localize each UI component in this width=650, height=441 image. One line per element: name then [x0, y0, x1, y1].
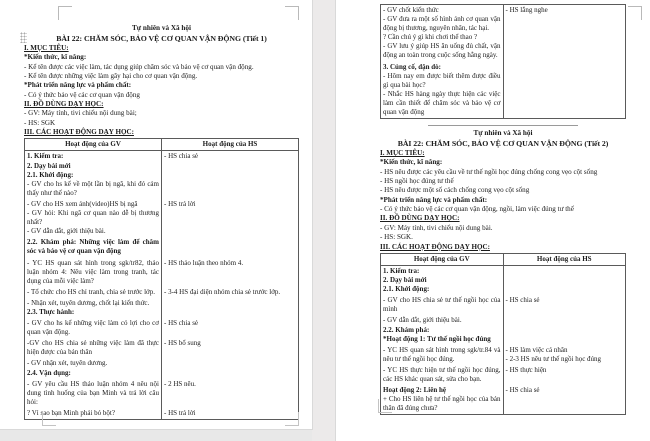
cell-gv — [25, 408, 162, 420]
cell-hs — [503, 345, 626, 365]
table-row — [25, 338, 299, 358]
lesson2-activities-heading: III. CÁC HOẠT ĐỘNG DẠY HỌC: — [380, 242, 490, 251]
cell-hs-line: - HS chia sẻ — [164, 319, 199, 328]
page-right-content — [336, 0, 650, 415]
cell-gv-line: 2.4. Vận dụng: — [27, 368, 71, 377]
cell-gv-line: - GV lưu ý giúp HS ăn uống đủ chất, vận động an toàn trong cuộc sống hằng ngày. — [383, 42, 501, 60]
cell-hs — [162, 258, 299, 287]
cell-gv — [381, 345, 504, 365]
cell-gv-line: 1. Kiểm tra: — [383, 266, 420, 275]
table-row — [381, 265, 626, 295]
cell-hs-line: - HS chia sẻ — [505, 386, 540, 395]
column-header-hs: Hoạt động của HS — [503, 253, 626, 265]
lesson2-objective-2: - HS nêu được một số cách chống cong vẹo cột sống — [380, 186, 530, 195]
lesson2-competence-heading: *Phát triển năng lực và phẩm chất: — [380, 195, 488, 204]
cell-gv — [25, 298, 162, 318]
cell-hs — [503, 62, 626, 119]
cell-hs — [162, 199, 299, 237]
cell-gv — [381, 315, 504, 344]
table-header-row — [25, 139, 299, 151]
lesson1-content — [0, 0, 312, 420]
cell-gv — [25, 318, 162, 338]
cell-gv-line: - YC HS quan sát hình trong sgk/tr.84 và nêu tư thế ngồi học đúng. — [383, 345, 501, 363]
cell-hs-line: - HS chia sẻ — [505, 296, 540, 305]
cell-gv-line: - GV cho hs kể những việc làm có lợi cho cơ quan vận động. — [27, 319, 159, 337]
cell-gv-line: 2. Dạy bài mới — [383, 276, 427, 285]
column-header-gv: Hoạt động của GV — [381, 253, 504, 265]
cell-hs — [162, 318, 299, 338]
lesson2-objective-0: - HS nêu được các yêu cầu về tư thế ngồi học đúng chống cong vẹo cột sống — [380, 167, 598, 176]
lesson2-equipment-heading: II. ĐỒ DÙNG DẠY HỌC: — [380, 214, 460, 223]
lesson1-knowledge-heading: *Kiến thức, kĩ năng: — [24, 53, 87, 62]
column-header-gv: Hoạt động của GV — [25, 139, 162, 151]
lesson2-competence-0: - Có ý thức bảo vệ các cơ quan vận động, ngồi, làm việc đúng tư thế — [380, 205, 574, 214]
lesson1-competence-heading: *Phát triển năng lực và phẩm chất: — [24, 81, 132, 90]
table-row — [25, 298, 299, 318]
table-row — [381, 315, 626, 344]
cell-hs-line: - HS lắng nghe — [505, 6, 548, 14]
cell-gv-line: - GV nhận xét, tuyên dương. — [27, 359, 108, 368]
table-row — [25, 287, 299, 298]
cell-hs — [162, 298, 299, 318]
cell-hs — [503, 365, 626, 385]
cell-gv — [25, 237, 162, 257]
table-row — [381, 385, 626, 415]
cell-hs-line: - HS thực hiện — [505, 365, 547, 374]
cell-gv-line: 2.1. Khởi động: — [383, 285, 430, 294]
cell-gv-line: 2.2. Khám phá: — [383, 325, 430, 334]
cell-gv — [381, 365, 504, 385]
lesson2-subject: Tự nhiên và Xã hội — [473, 129, 533, 138]
cell-gv-line: *Hoạt động 1: Tư thế ngồi học đúng — [383, 334, 491, 343]
cell-hs-line: - HS trả lời — [164, 199, 196, 208]
cell-gv-line: - GV cho HS chia sẻ tư thế ngồi học của mình — [383, 296, 501, 314]
cell-gv-line: - Nhận xét, tuyên dương, chốt lại kiến thức. — [27, 298, 150, 307]
lesson1-activities-heading: III. CÁC HOẠT ĐỘNG DẠY HỌC: — [24, 128, 134, 137]
table-row — [381, 365, 626, 385]
cell-gv-line: - GV chốt kiến thức — [383, 6, 439, 14]
cell-hs — [162, 151, 299, 199]
cell-hs — [503, 5, 626, 62]
cell-hs-line: - HS trả lời — [164, 408, 196, 417]
page-left — [0, 0, 312, 429]
lesson1-objectives-heading: I. MỤC TIÊU: — [24, 43, 69, 52]
cell-gv-line: - GV dẫn dắt, giới thiệu bài. — [383, 316, 462, 325]
cell-hs — [162, 358, 299, 378]
table-row — [25, 358, 299, 378]
cell-hs — [162, 379, 299, 408]
cell-hs — [162, 237, 299, 257]
cell-hs — [503, 295, 626, 315]
cell-gv — [25, 151, 162, 199]
table-row — [381, 62, 626, 119]
cell-gv-line: 2.1. Khởi động: — [27, 170, 74, 179]
drag-grip-handle[interactable] — [20, 32, 27, 43]
table-row — [25, 408, 299, 420]
cell-hs-line: - HS chia sẻ — [164, 152, 199, 161]
cell-hs-line: - HS bổ sung — [164, 339, 201, 348]
cell-gv-line: - GV cho HS xem ảnh(video)HS bị ngã — [27, 199, 138, 208]
cell-hs — [503, 385, 626, 415]
lesson1-subject: Tự nhiên và Xã hội — [131, 24, 192, 32]
lesson2-equipment-0: - GV: Máy tính, tivi chiếu nội dung bài. — [380, 223, 493, 232]
table-row — [381, 5, 626, 62]
cell-gv-line: 1. Kiểm tra: — [27, 152, 64, 161]
cell-gv — [381, 385, 504, 415]
cell-gv-line: ? Cần chú ý gì khi chơi thể thao ? — [383, 33, 478, 42]
cell-gv-line: - GV đưa ra một số hình ảnh cơ quan vận động bị thương, nguyên nhân, tác hại. — [383, 15, 501, 33]
cell-hs-line: - HS làm việc cá nhân — [505, 345, 568, 354]
table-row — [381, 295, 626, 315]
cell-gv-line: - Nhắc HS hàng ngày thực hiện các việc làm cần thiết để chăm sóc và bảo vệ cơ quan vận động — [383, 89, 501, 117]
cell-gv — [381, 5, 504, 62]
cell-gv — [25, 358, 162, 378]
cell-gv-line: - GV yêu cầu HS thảo luận nhóm 4 nêu nội dung tình huống của bạn Minh và trả lời câu hỏi: — [27, 379, 159, 406]
lesson1-objective-1: - Kể tên được những việc làm gây hại cho cơ quan vận động. — [24, 71, 198, 80]
table-row — [381, 345, 626, 365]
cell-gv — [25, 338, 162, 358]
table-row — [25, 199, 299, 237]
table-row — [25, 379, 299, 408]
cell-gv-line: - Hôm nay em được biết thêm được điều gì qua bài học? — [383, 71, 501, 89]
cell-hs — [162, 338, 299, 358]
cell-gv-line: 2. Dạy bài mới — [27, 161, 71, 170]
lesson2-knowledge-heading: *Kiến thức, kĩ năng: — [380, 158, 443, 167]
lesson1-title: BÀI 22: CHĂM SÓC, BẢO VỆ CƠ QUAN VẬN ĐỘNG (Tiết 1) — [56, 33, 267, 43]
cell-hs-line: - 2-3 HS nêu tư thế ngồi học đúng — [505, 354, 602, 363]
cell-hs — [503, 265, 626, 295]
cell-hs — [162, 408, 299, 420]
cell-gv — [381, 295, 504, 315]
lesson1-equipment-1: - HS: SGK — [24, 118, 56, 127]
lesson2-objective-1: - HS ngồi học đúng tư thế — [380, 176, 454, 185]
cell-gv-line: 2.2. Khám phá: Những việc làm để chăm sóc và bảo vệ cơ quan vận động — [27, 238, 159, 256]
table-header-row — [381, 253, 626, 265]
cell-gv — [25, 258, 162, 287]
cell-gv-line: - GV hỏi: Khi ngã cơ quan nào dễ bị thương nhất? — [27, 209, 159, 227]
cell-gv — [25, 199, 162, 237]
cell-hs — [503, 315, 626, 344]
cell-gv-line: - Tổ chức cho HS chỉ tranh, chia sẻ trước lớp. — [27, 287, 155, 296]
cell-gv — [25, 379, 162, 408]
lesson1-activities-table — [24, 138, 299, 420]
lesson1-equipment-heading: II. ĐỒ DÙNG DẠY HỌC: — [24, 99, 104, 108]
cell-gv — [25, 287, 162, 298]
cell-gv-line: Hoạt động 2: Liên hệ — [383, 386, 447, 395]
cell-hs — [162, 287, 299, 298]
table-row — [25, 258, 299, 287]
cell-gv-line: -GV cho HS chia sẻ những việc làm đã thực hiện được của bản thân — [27, 339, 159, 357]
cell-gv-line: + Cho HS liên hệ tư thế ngồi học của bản thân đã đúng chưa? — [383, 395, 501, 413]
table-row — [25, 237, 299, 257]
cell-hs-line: - 2 HS nêu. — [164, 379, 196, 388]
cell-gv-line: - GV cho hs kể về một lần bị ngã, khi đó cảm thấy như thế nào? — [27, 179, 159, 197]
cell-gv-line: 3. Củng cố, dặn dò: — [383, 62, 441, 71]
cell-gv-line: ? Vì sao bạn Minh phải bó bột? — [27, 408, 115, 417]
cell-gv — [381, 62, 504, 119]
cell-gv-line: - YC HS quan sát hình trong sgk/tr82, thảo luận nhóm 4: Nêu việc làm trong tranh, tác dụng của mỗi việc làm? — [27, 258, 159, 285]
cell-hs-line: - HS thảo luận theo nhóm 4. — [164, 258, 244, 267]
table-row — [25, 318, 299, 338]
lesson1-equipment-0: - GV: Máy tính, tivi chiếu nội dung bài; — [24, 109, 137, 118]
page-gap — [312, 0, 336, 441]
lesson1-objective-0: - Kể tên được các việc làm, tác dụng giúp chăm sóc và bảo vệ cơ quan vận động. — [24, 62, 254, 71]
cell-gv-line: - YC HS thực hiện tư thế ngồi học đúng, các HS khác quan sát, sửa cho bạn. — [383, 365, 501, 383]
cell-gv-line: 2.3. Thực hành: — [27, 307, 75, 316]
lesson2-equipment-1: - HS: SGK. — [380, 233, 413, 242]
lesson2-title: BÀI 22: CHĂM SÓC, BẢO VỆ CƠ QUAN VẬN ĐỘNG (Tiết 2) — [397, 138, 609, 148]
table-row — [25, 151, 299, 199]
page-right — [336, 0, 650, 441]
cell-gv-line: - GV dẫn dắt, giới thiệu bài. — [27, 227, 106, 236]
cell-gv — [381, 265, 504, 295]
page-break-divider — [428, 125, 578, 126]
lesson1-continued-table — [380, 4, 626, 119]
lesson2-activities-table — [380, 253, 626, 416]
column-header-hs: Hoạt động của HS — [162, 139, 299, 151]
cell-hs-line: - 3-4 HS đại diện nhóm chia sẻ trước lớp. — [164, 287, 281, 296]
lesson2-objectives-heading: I. MỤC TIÊU: — [380, 148, 425, 157]
lesson1-competence-0: - Có ý thức bảo vệ các cơ quan vận động — [24, 90, 140, 99]
